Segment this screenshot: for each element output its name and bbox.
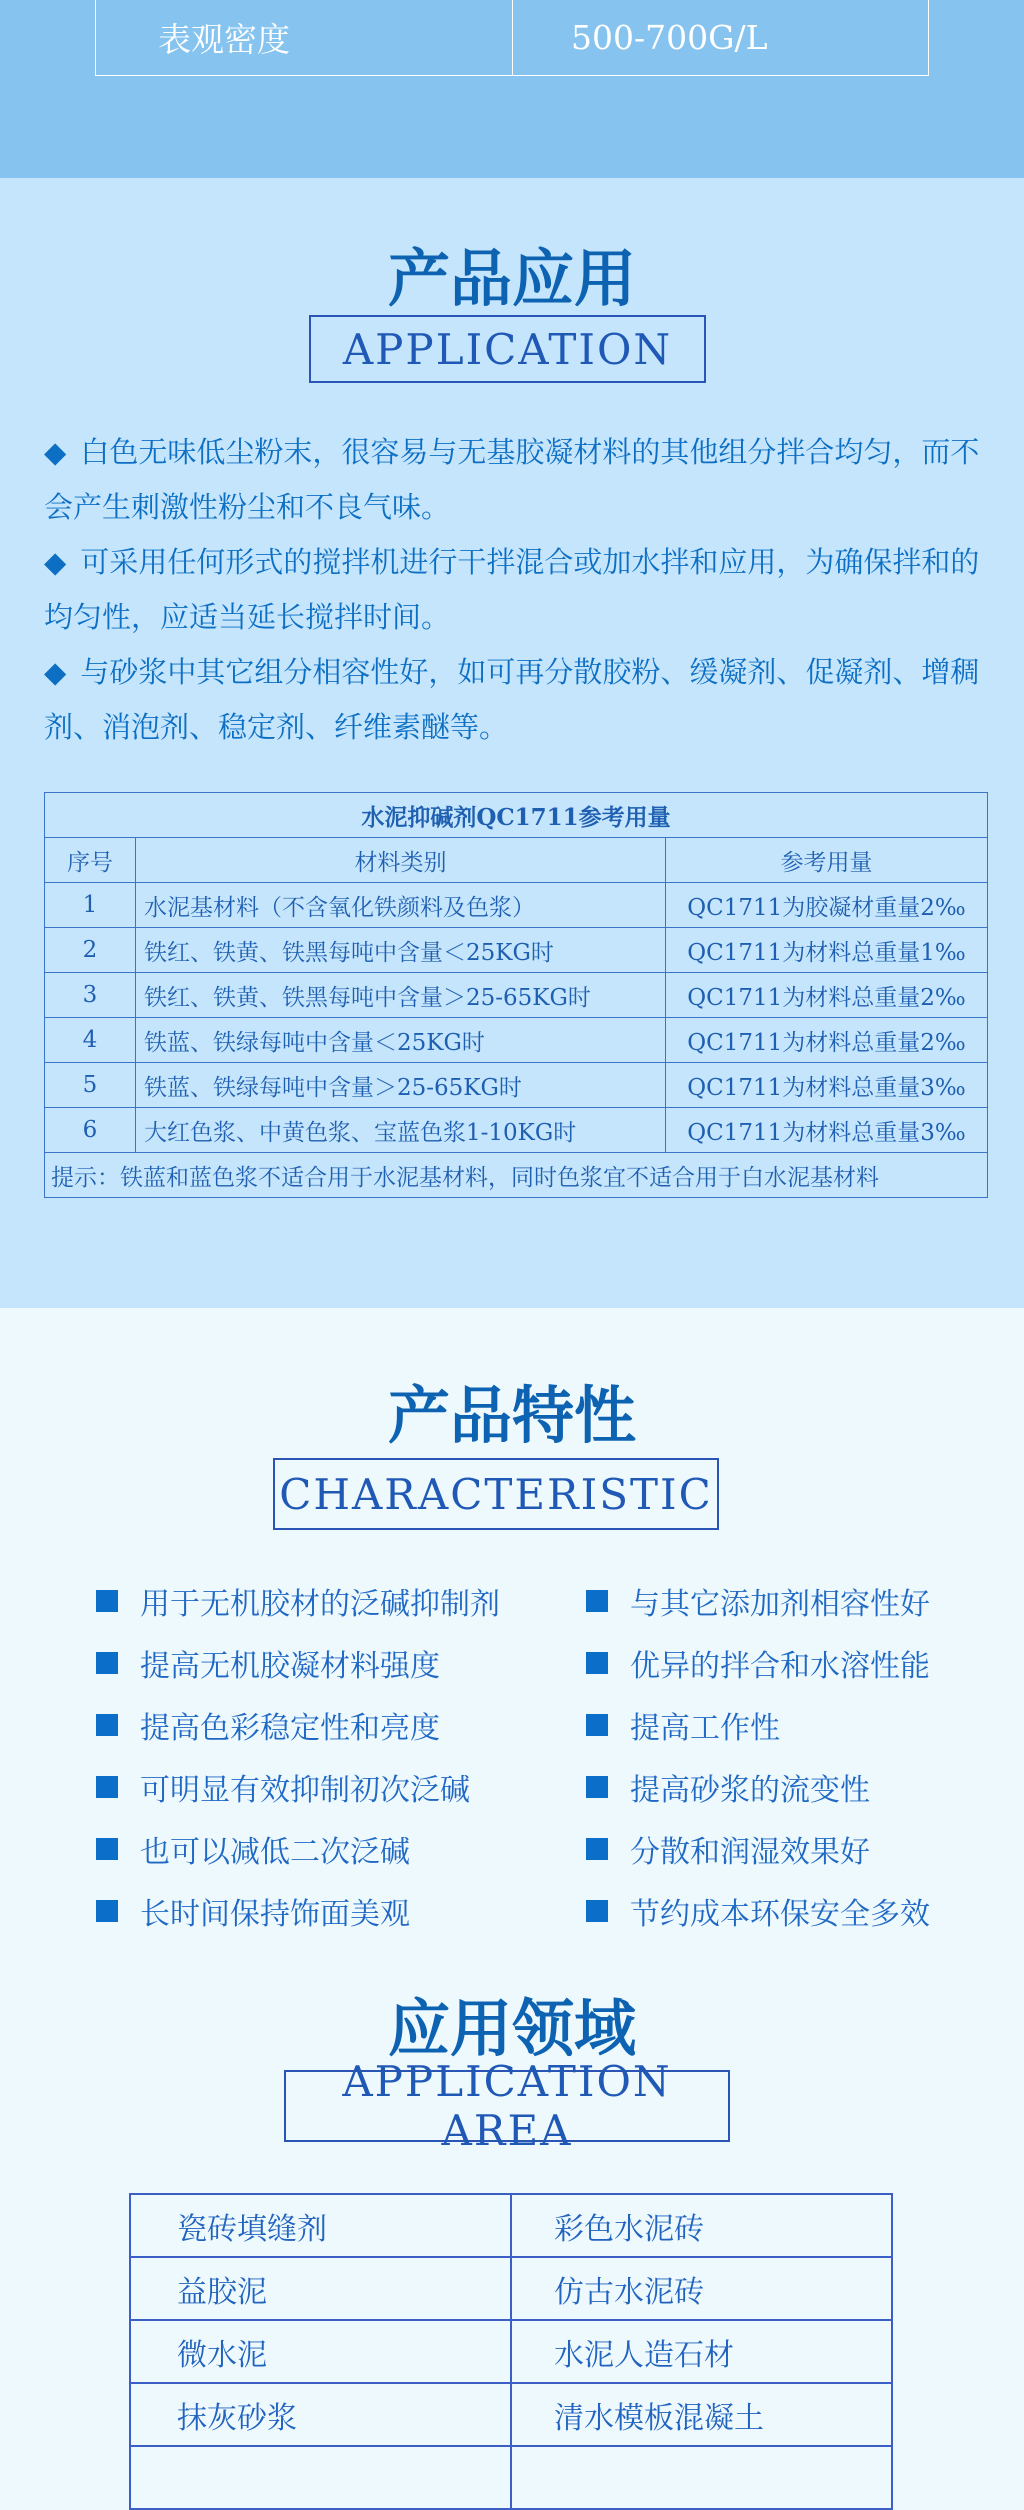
square-bullet-icon <box>96 1590 118 1612</box>
characteristics-title: 产品特性 <box>387 1379 636 1452</box>
property-value: 500-700G/L <box>512 0 928 75</box>
application-bullet <box>44 535 999 645</box>
reference-dosage: QC1711为材料总重量1‰ <box>666 928 988 973</box>
area-cell <box>130 2446 511 2509</box>
row-index: 6 <box>45 1108 136 1153</box>
table-caption: 水泥抑碱剂QC1711参考用量 <box>45 793 988 838</box>
dosage-table <box>44 792 988 1198</box>
application-area-subtitle: APPLICATION AREA <box>284 2070 730 2142</box>
table-row <box>45 973 988 1018</box>
area-cell: 瓷砖填缝剂 <box>130 2194 511 2257</box>
feature-item <box>96 1694 500 1756</box>
area-cell: 仿古水泥砖 <box>511 2257 892 2320</box>
square-bullet-icon <box>96 1714 118 1736</box>
application-bullets <box>44 425 999 755</box>
bullet-text: 白色无味低尘粉末，很容易与无基胶凝材料的其他组分拌合均匀，而不会产生刺激性粉尘和不良气味。 <box>44 435 980 524</box>
feature-item <box>586 1570 930 1632</box>
table-row <box>45 883 988 928</box>
row-index: 2 <box>45 928 136 973</box>
table-row <box>130 2257 892 2320</box>
application-section <box>0 178 1024 1308</box>
property-band <box>0 0 1024 178</box>
feature-item <box>586 1632 930 1694</box>
table-row <box>130 2383 892 2446</box>
row-index: 4 <box>45 1018 136 1063</box>
feature-text: 用于无机胶材的泛碱抑制剂 <box>140 1587 500 1622</box>
column-header: 参考用量 <box>666 838 988 883</box>
bullet-text: 可采用任何形式的搅拌机进行干拌混合或加水拌和应用，为确保拌和的均匀性，应适当延长搅拌时间。 <box>44 545 980 634</box>
area-cell: 彩色水泥砖 <box>511 2194 892 2257</box>
feature-item <box>96 1570 500 1632</box>
application-area-table <box>129 2193 893 2510</box>
table-header-row <box>45 838 988 883</box>
square-bullet-icon <box>96 1838 118 1860</box>
row-index: 5 <box>45 1063 136 1108</box>
square-bullet-icon <box>96 1900 118 1922</box>
area-cell: 抹灰砂浆 <box>130 2383 511 2446</box>
table-row <box>45 1108 988 1153</box>
column-header: 序号 <box>45 838 136 883</box>
area-cell <box>511 2446 892 2509</box>
square-bullet-icon <box>586 1652 608 1674</box>
application-bullet <box>44 425 999 535</box>
square-bullet-icon <box>586 1838 608 1860</box>
area-cell: 清水模板混凝土 <box>511 2383 892 2446</box>
feature-item <box>586 1880 930 1942</box>
feature-item <box>96 1632 500 1694</box>
bullet-text: 与砂浆中其它组分相容性好，如可再分散胶粉、缓凝剂、促凝剂、增稠剂、消泡剂、稳定剂、纤维素醚等。 <box>44 655 980 744</box>
diamond-bullet-icon: ◆ <box>44 655 67 689</box>
square-bullet-icon <box>586 1776 608 1798</box>
reference-dosage: QC1711为材料总重量3‰ <box>666 1108 988 1153</box>
square-bullet-icon <box>96 1776 118 1798</box>
feature-text: 提高色彩稳定性和亮度 <box>140 1711 440 1746</box>
area-cell: 水泥人造石材 <box>511 2320 892 2383</box>
property-label: 表观密度 <box>158 20 290 59</box>
table-row <box>45 928 988 973</box>
feature-text: 长时间保持饰面美观 <box>140 1897 410 1932</box>
diamond-bullet-icon: ◆ <box>44 545 67 579</box>
table-row <box>45 1063 988 1108</box>
area-cell: 微水泥 <box>130 2320 511 2383</box>
reference-dosage: QC1711为材料总重量2‰ <box>666 973 988 1018</box>
table-note-row <box>45 1153 988 1198</box>
reference-dosage: QC1711为材料总重量3‰ <box>666 1063 988 1108</box>
feature-item <box>96 1880 500 1942</box>
feature-text: 可明显有效抑制初次泛碱 <box>140 1773 470 1808</box>
material-category: 大红色浆、中黄色浆、宝蓝色浆1-10KG时 <box>136 1108 666 1153</box>
reference-dosage: QC1711为材料总重量2‰ <box>666 1018 988 1063</box>
feature-item <box>96 1818 500 1880</box>
feature-text: 与其它添加剂相容性好 <box>630 1587 930 1622</box>
feature-text: 分散和润湿效果好 <box>630 1835 870 1870</box>
feature-item <box>586 1694 930 1756</box>
material-category: 水泥基材料（不含氧化铁颜料及色浆） <box>136 883 666 928</box>
column-header: 材料类别 <box>136 838 666 883</box>
feature-item <box>586 1756 930 1818</box>
table-row <box>45 1018 988 1063</box>
table-caption-row <box>45 793 988 838</box>
characteristics-subtitle: CHARACTERISTIC <box>273 1458 719 1530</box>
feature-item <box>96 1756 500 1818</box>
table-row <box>130 2446 892 2509</box>
material-category: 铁红、铁黄、铁黑每吨中含量＜25KG时 <box>136 928 666 973</box>
application-bullet <box>44 645 999 755</box>
feature-item <box>586 1818 930 1880</box>
square-bullet-icon <box>586 1714 608 1736</box>
square-bullet-icon <box>586 1900 608 1922</box>
material-category: 铁蓝、铁绿每吨中含量＜25KG时 <box>136 1018 666 1063</box>
feature-text: 提高砂浆的流变性 <box>630 1773 870 1808</box>
diamond-bullet-icon: ◆ <box>44 435 67 469</box>
table-row <box>130 2320 892 2383</box>
feature-list-right <box>586 1570 930 1942</box>
row-index: 3 <box>45 973 136 1018</box>
feature-text: 也可以减低二次泛碱 <box>140 1835 410 1870</box>
application-area-title: 应用领域 <box>387 1992 636 2065</box>
material-category: 铁红、铁黄、铁黑每吨中含量＞25-65KG时 <box>136 973 666 1018</box>
feature-text: 提高无机胶凝材料强度 <box>140 1649 440 1684</box>
feature-text: 优异的拌合和水溶性能 <box>630 1649 930 1684</box>
feature-list-left <box>96 1570 500 1942</box>
table-row <box>130 2194 892 2257</box>
area-cell: 益胶泥 <box>130 2257 511 2320</box>
feature-text: 节约成本环保安全多效 <box>630 1897 930 1932</box>
property-table <box>95 0 929 76</box>
square-bullet-icon <box>96 1652 118 1674</box>
feature-text: 提高工作性 <box>630 1711 780 1746</box>
reference-dosage: QC1711为胶凝材重量2‰ <box>666 883 988 928</box>
row-index: 1 <box>45 883 136 928</box>
table-note: 提示：铁蓝和蓝色浆不适合用于水泥基材料，同时色浆宜不适合用于白水泥基材料 <box>45 1153 988 1198</box>
material-category: 铁蓝、铁绿每吨中含量＞25-65KG时 <box>136 1063 666 1108</box>
application-subtitle: APPLICATION <box>309 315 706 383</box>
square-bullet-icon <box>586 1590 608 1612</box>
characteristics-section <box>0 1308 1024 2451</box>
application-title: 产品应用 <box>387 242 636 315</box>
